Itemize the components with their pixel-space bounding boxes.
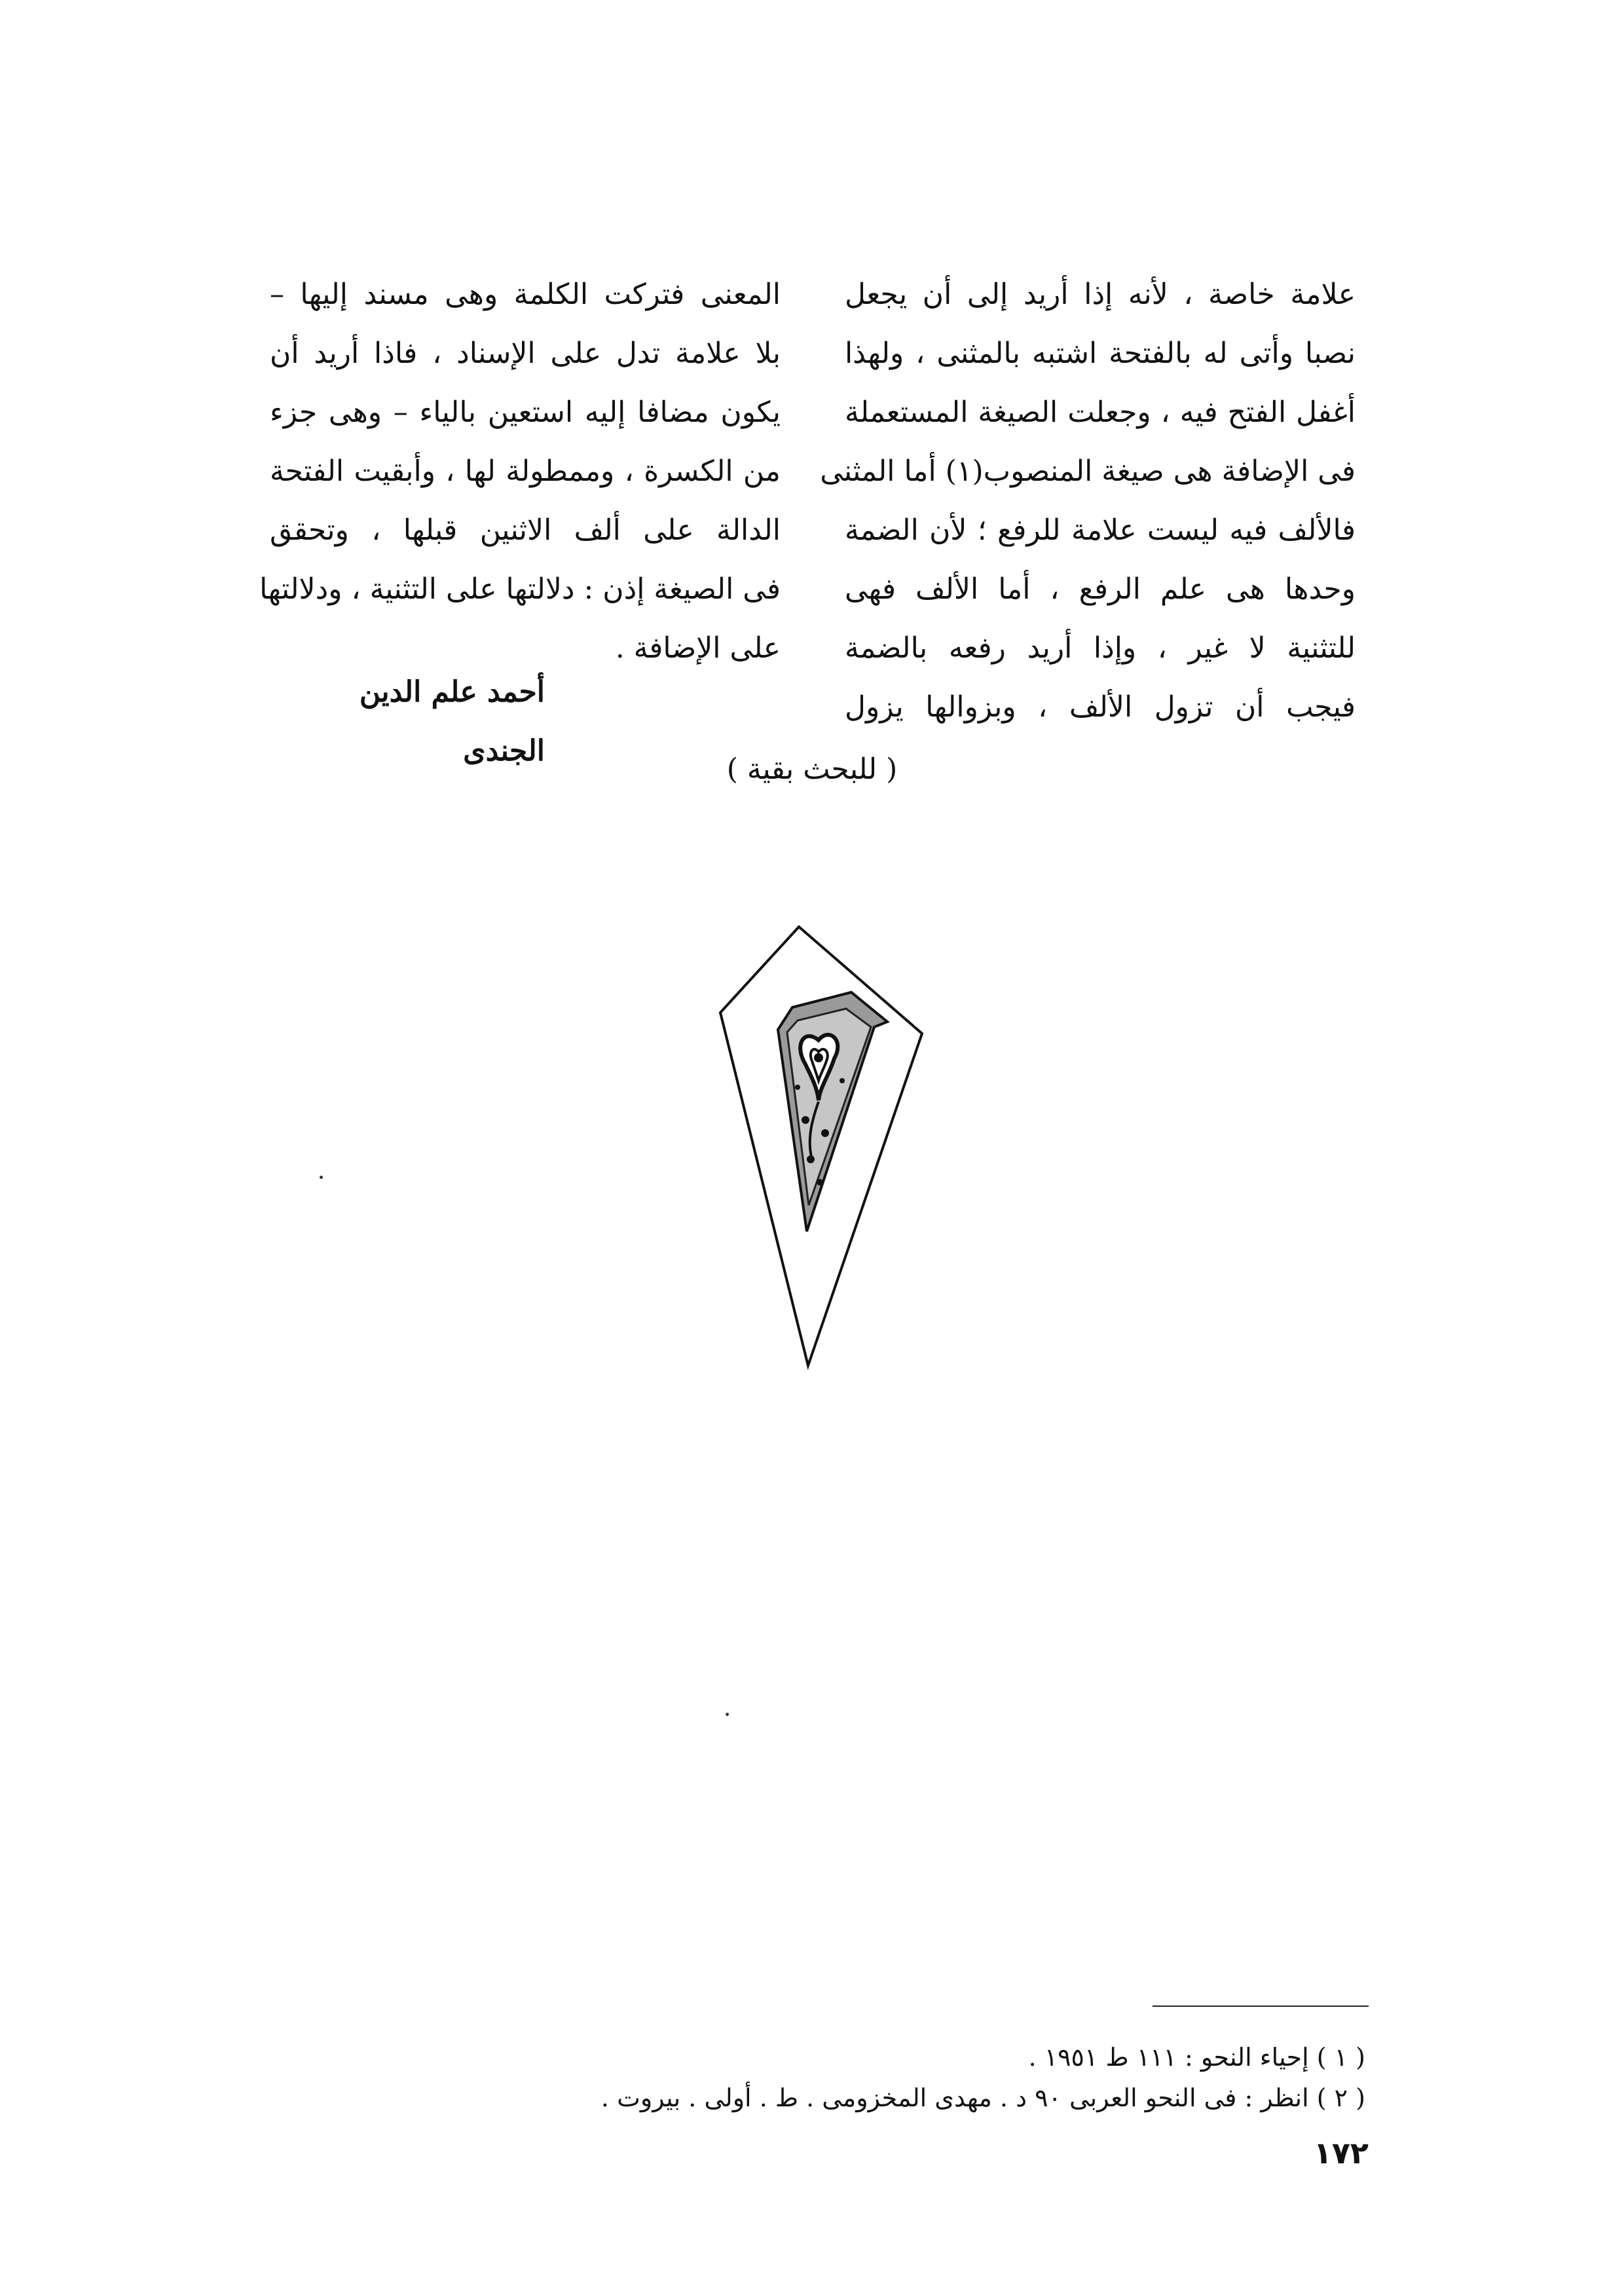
author-signature: أحمد علم الدين الجندى <box>359 675 545 768</box>
footnote-separator <box>1153 2006 1369 2007</box>
text-line: من الكسرة ، وممطولة لها ، وأبقيت الفتحة <box>270 455 781 488</box>
text-line: يكون مضافا إليه استعين بالياء – وهى جزء <box>270 396 781 429</box>
diamond-arabesque-ornament-icon <box>714 924 930 1369</box>
page-number: ١٧٢ <box>1313 2135 1369 2171</box>
text-line: بلا علامة تدل على الإسناد ، فاذا أريد أن <box>270 337 781 370</box>
footnotes <box>589 2037 1365 2118</box>
text-line: الدالة على ألف الاثنين قبلها ، وتحقق <box>270 513 781 547</box>
text-line: أغفل الفتح فيه ، وجعلت الصيغة المستعملة <box>845 396 1356 429</box>
text-line: فالألف فيه ليست علامة للرفع ؛ لأن الضمة <box>845 513 1356 547</box>
footnote-item: ( ٢ ) انظر : فى النحو العربى ٩٠ د . مهدى المخزومى . ط . أولى . بيروت . <box>600 2083 1365 2112</box>
text-line: علامة خاصة ، لأنه إذا أريد إلى أن يجعل <box>845 278 1356 311</box>
text-column-right <box>820 265 1356 737</box>
print-speck <box>320 1176 323 1179</box>
to-be-continued-note: ( للبحث بقية ) <box>726 753 898 786</box>
text-line: على الإضافة . <box>615 631 781 665</box>
text-line: المعنى فتركت الكلمة وهى مسند إليها – <box>270 278 781 311</box>
print-speck <box>726 1713 729 1716</box>
text-line: وحدها هى علم الرفع ، أما الألف فهى <box>845 572 1356 606</box>
footnote-item: ( ١ ) إحياء النحو : ١١١ ط ١٩٥١ . <box>1028 2043 1365 2072</box>
text-column-left <box>259 265 781 678</box>
text-line: فى الصيغة إذن : دلالتها على التثنية ، ودلالتها <box>259 572 781 606</box>
text-line: للتثنية لا غير ، وإذا أريد رفعه بالضمة <box>845 631 1356 665</box>
text-line: فيجب أن تزول الألف ، وبزوالها يزول <box>845 690 1356 724</box>
text-line: فى الإضافة هى صيغة المنصوب(١) أما المثنى <box>820 455 1356 488</box>
text-line: نصبا وأتى له بالفتحة اشتبه بالمثنى ، ولهذا <box>845 337 1356 370</box>
